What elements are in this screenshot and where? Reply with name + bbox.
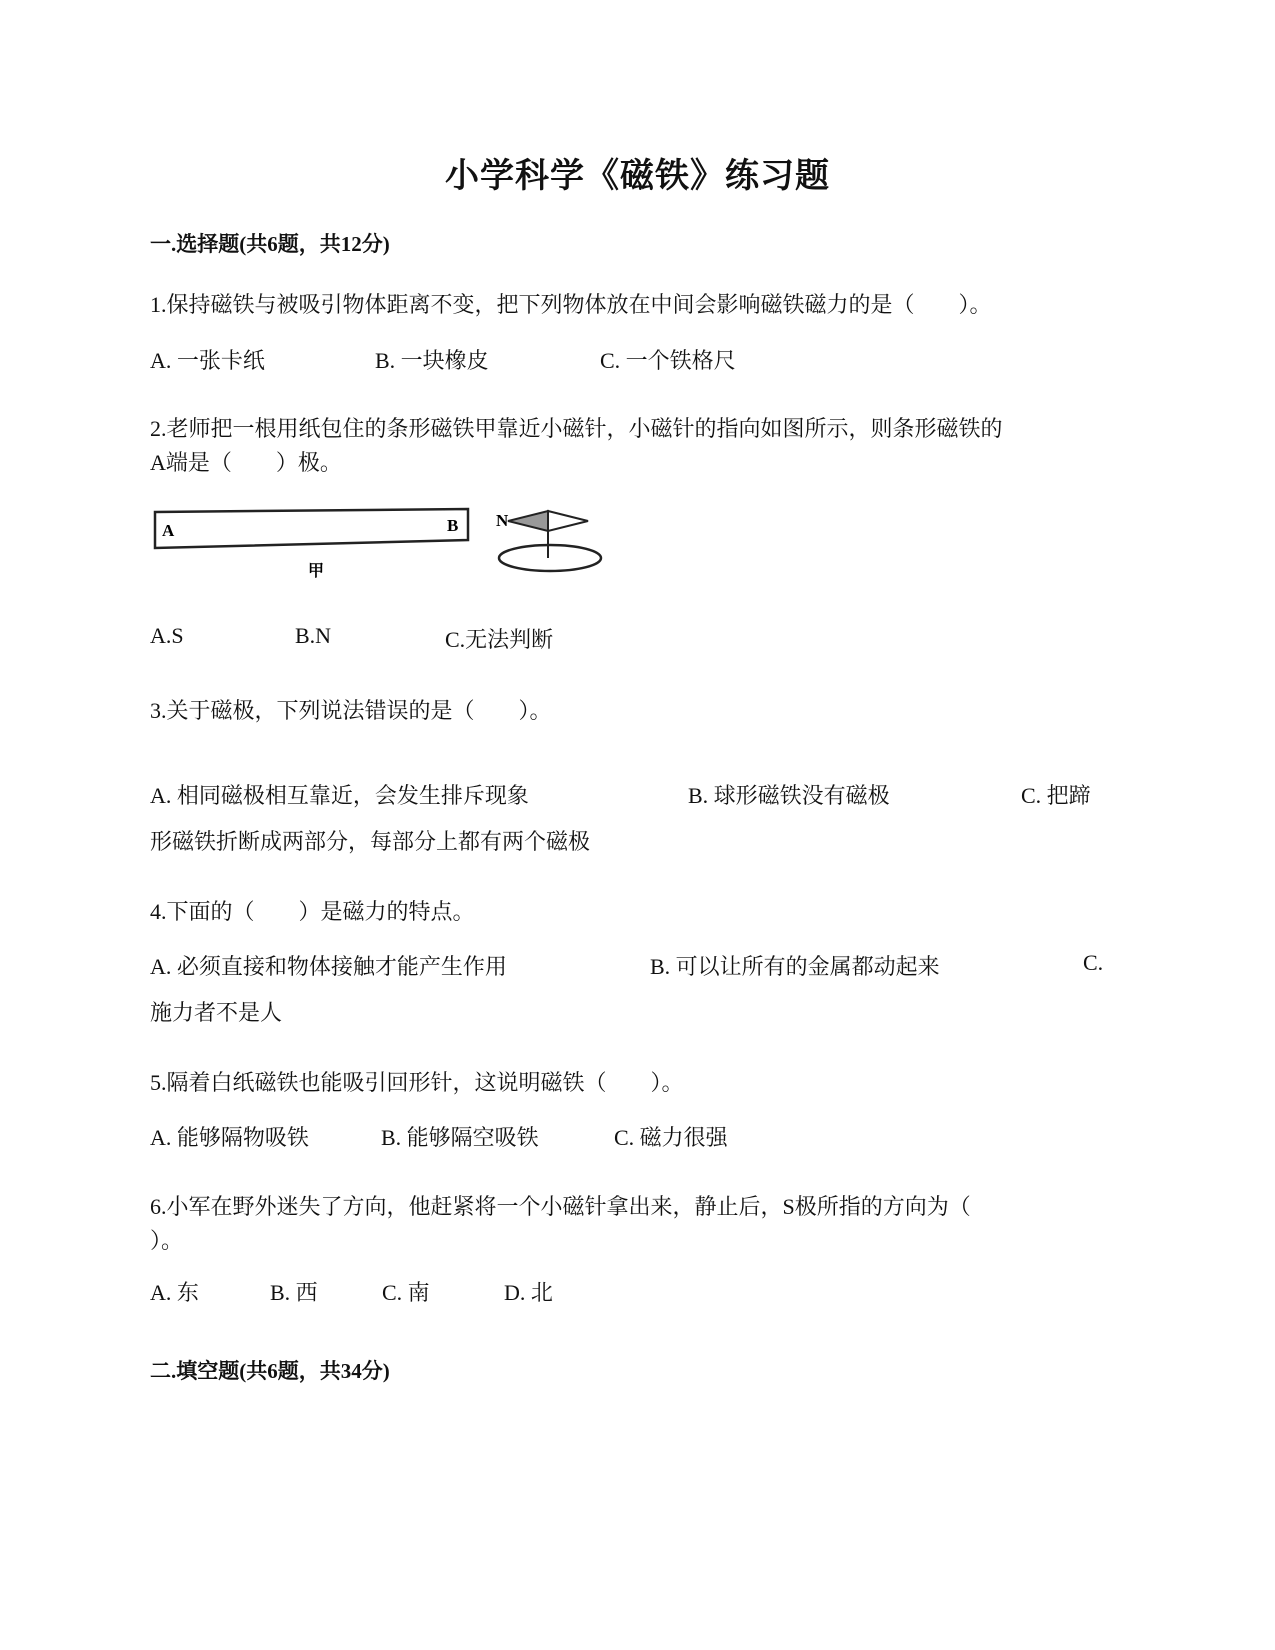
bar-magnet — [155, 509, 468, 548]
question-3-option-c: C. 把蹄 — [1021, 783, 1091, 808]
question-3-option-c-continued: 形磁铁折断成两部分，每部分上都有两个磁极 — [150, 829, 591, 854]
question-1-stem: 1.保持磁铁与被吸引物体距离不变，把下列物体放在中间会影响磁铁磁力的是（ ）。 — [150, 292, 992, 317]
question-1-option-a: A. 一张卡纸 — [150, 348, 265, 373]
question-5-option-a: A. 能够隔物吸铁 — [150, 1125, 309, 1150]
question-4-option-c-continued: 施力者不是人 — [150, 1000, 283, 1025]
question-6-option-a: A. 东 — [150, 1280, 199, 1305]
compass-needle-south — [548, 511, 588, 531]
page-title: 小学科学《磁铁》练习题 — [445, 158, 830, 195]
question-4-option-c: C. — [1083, 950, 1104, 975]
question-2-option-c: C.无法判断 — [445, 627, 554, 652]
question-6-stem-line1: 6.小军在野外迷失了方向，他赶紧将一个小磁针拿出来，静止后，S极所指的方向为（ — [150, 1194, 971, 1219]
needle-n-label: N — [496, 511, 509, 530]
question-2-option-a: A.S — [150, 623, 184, 648]
question-2-stem-line2: A端是（ ）极。 — [150, 450, 342, 475]
question-6-stem-line2: ）。 — [150, 1228, 184, 1253]
question-1-option-b: B. 一块橡皮 — [375, 348, 489, 373]
question-2-option-b: B.N — [295, 623, 332, 648]
compass-needle-north — [508, 511, 548, 531]
section-heading-fill-in: 二.填空题(共6题，共34分) — [150, 1359, 390, 1383]
question-6-option-d: D. 北 — [504, 1280, 553, 1305]
question-6-option-c: C. 南 — [382, 1280, 430, 1305]
magnet-name-label: 甲 — [308, 563, 325, 580]
question-3-stem: 3.关于磁极，下列说法错误的是（ ）。 — [150, 698, 552, 723]
question-6-option-b: B. 西 — [270, 1280, 318, 1305]
question-2-stem-line1: 2.老师把一根用纸包住的条形磁铁甲靠近小磁针，小磁针的指向如图所示，则条形磁铁的 — [150, 416, 1003, 441]
question-4-stem: 4.下面的（ ）是磁力的特点。 — [150, 899, 475, 924]
question-3-option-a: A. 相同磁极相互靠近，会发生排斥现象 — [150, 783, 529, 808]
compass-base — [499, 545, 601, 571]
question-1-option-c: C. 一个铁格尺 — [600, 348, 736, 373]
question-3-option-b: B. 球形磁铁没有磁极 — [688, 783, 890, 808]
question-5-stem: 5.隔着白纸磁铁也能吸引回形针，这说明磁铁（ ）。 — [150, 1070, 684, 1095]
question-4-option-b: B. 可以让所有的金属都动起来 — [650, 954, 940, 979]
magnet-end-a-label: A — [162, 521, 175, 540]
section-heading-choice: 一.选择题(共6题，共12分) — [150, 232, 390, 256]
question-5-option-c: C. 磁力很强 — [614, 1125, 728, 1150]
question-4-option-a: A. 必须直接和物体接触才能产生作用 — [150, 954, 507, 979]
question-5-option-b: B. 能够隔空吸铁 — [381, 1125, 539, 1150]
magnet-end-b-label: B — [447, 516, 459, 535]
magnet-figure — [150, 500, 610, 590]
